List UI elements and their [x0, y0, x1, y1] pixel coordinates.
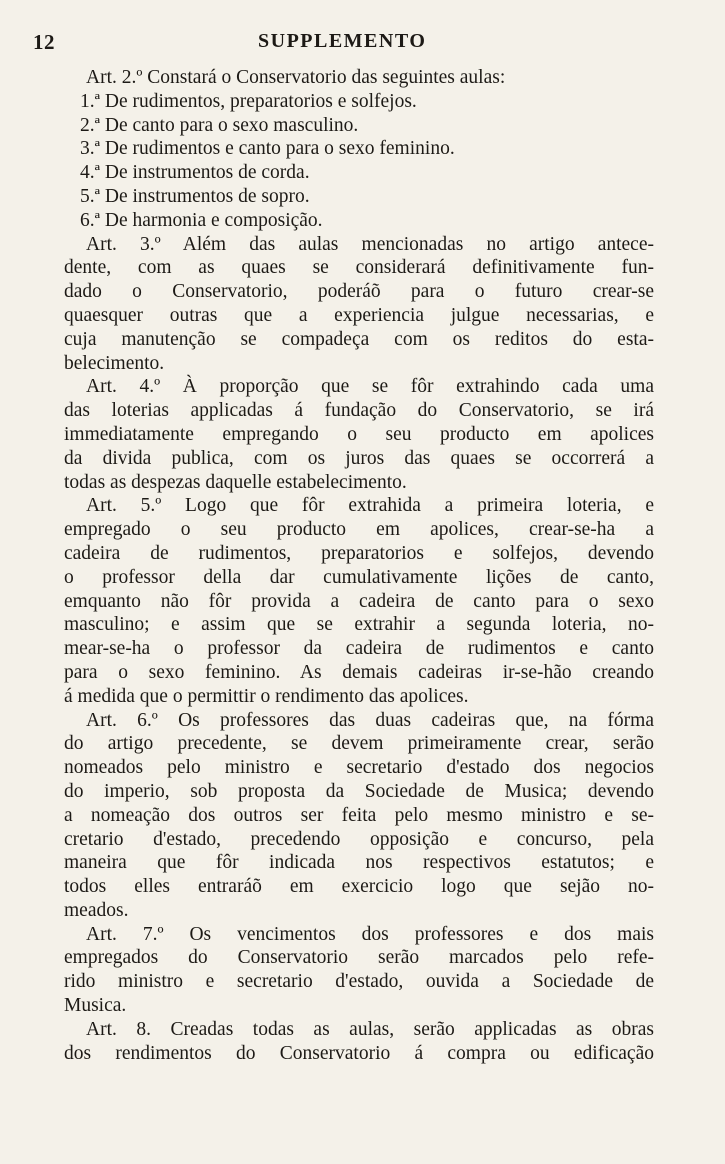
text-line: nomeados pelo ministro e secretario d'estado dos negocios	[64, 757, 654, 779]
text-line: cuja manutenção se compadeça com os reditos do esta-	[64, 328, 654, 350]
text-line: Art. 3.º Além das aulas mencionadas no artigo antece-	[86, 233, 654, 255]
text-line: Art. 5.º Logo que fôr extrahida a primeira loteria, e	[86, 495, 654, 517]
text-line: masculino; e assim que se extrahir a segunda loteria, no-	[64, 614, 654, 636]
text-line: 6.ª De harmonia e composição.	[80, 209, 323, 231]
page-number: 12	[33, 30, 55, 54]
text-line: 5.ª De instrumentos de sopro.	[80, 185, 310, 207]
text-line: 2.ª De canto para o sexo masculino.	[80, 114, 359, 136]
text-line: Art. 8. Creadas todas as aulas, serão applicadas as obras	[86, 1018, 654, 1040]
text-line: da divida publica, com os juros das quaes se occorrerá a	[64, 447, 654, 469]
text-line: Art. 7.º Os vencimentos dos professores e dos mais	[86, 923, 654, 945]
text-line: o professor della dar cumulativamente lições de canto,	[64, 566, 654, 588]
text-line: empregados do Conservatorio serão marcados pelo refe-	[64, 947, 654, 969]
running-title: SUPPLEMENTO	[258, 30, 427, 52]
text-line: a nomeação dos outros ser feita pelo mesmo ministro e se-	[64, 804, 654, 826]
text-line: emquanto não fôr provida a cadeira de canto para o sexo	[64, 590, 654, 612]
text-line: todos elles entraráõ em exercicio logo que sejão no-	[64, 876, 654, 898]
text-line: Musica.	[64, 995, 127, 1017]
text-line: dado o Conservatorio, poderáõ para o futuro crear-se	[64, 281, 654, 303]
text-line: mear-se-ha o professor da cadeira de rudimentos e canto	[64, 638, 654, 660]
text-line: para o sexo feminino. As demais cadeiras ir-se-hão creando	[64, 661, 654, 683]
text-line: cadeira de rudimentos, preparatorios e solfejos, devendo	[64, 542, 654, 564]
text-line: quaesquer outras que a experiencia julgue necessarias, e	[64, 304, 654, 326]
text-line: 3.ª De rudimentos e canto para o sexo feminino.	[80, 138, 455, 160]
text-line: rido ministro e secretario d'estado, ouvida a Sociedade de	[64, 971, 654, 993]
text-line: das loterias applicadas á fundação do Conservatorio, se irá	[64, 400, 654, 422]
text-line: Art. 6.º Os professores das duas cadeiras que, na fórma	[86, 709, 654, 731]
text-line: 1.ª De rudimentos, preparatorios e solfejos.	[80, 90, 417, 112]
text-line: Art. 4.º À proporção que se fôr extrahindo cada uma	[86, 376, 654, 398]
text-line: á medida que o permittir o rendimento das apolices.	[64, 685, 469, 707]
text-line: immediatamente empregando o seu producto em apolices	[64, 423, 654, 445]
text-line: todas as despezas daquelle estabelecimento.	[64, 471, 407, 493]
text-line: empregado o seu producto em apolices, crear-se-ha a	[64, 519, 654, 541]
text-line: dos rendimentos do Conservatorio á compra ou edificação	[64, 1042, 654, 1064]
text-line: belecimento.	[64, 352, 165, 374]
text-line: cretario d'estado, precedendo opposição e concurso, pela	[64, 828, 654, 850]
text-line: dente, com as quaes se considerará definitivamente fun-	[64, 257, 654, 279]
text-line: do imperio, sob proposta da Sociedade de Musica; devendo	[64, 780, 654, 802]
text-line: maneira que fôr indicada nos respectivos estatutos; e	[64, 852, 654, 874]
text-line: Art. 2.º Constará o Conservatorio das seguintes aulas:	[86, 67, 506, 88]
text-line: do artigo precedente, se devem primeiramente crear, serão	[64, 733, 654, 755]
text-line: meados.	[64, 899, 129, 921]
text-line: 4.ª De instrumentos de corda.	[80, 162, 310, 184]
body-text	[64, 66, 654, 1065]
